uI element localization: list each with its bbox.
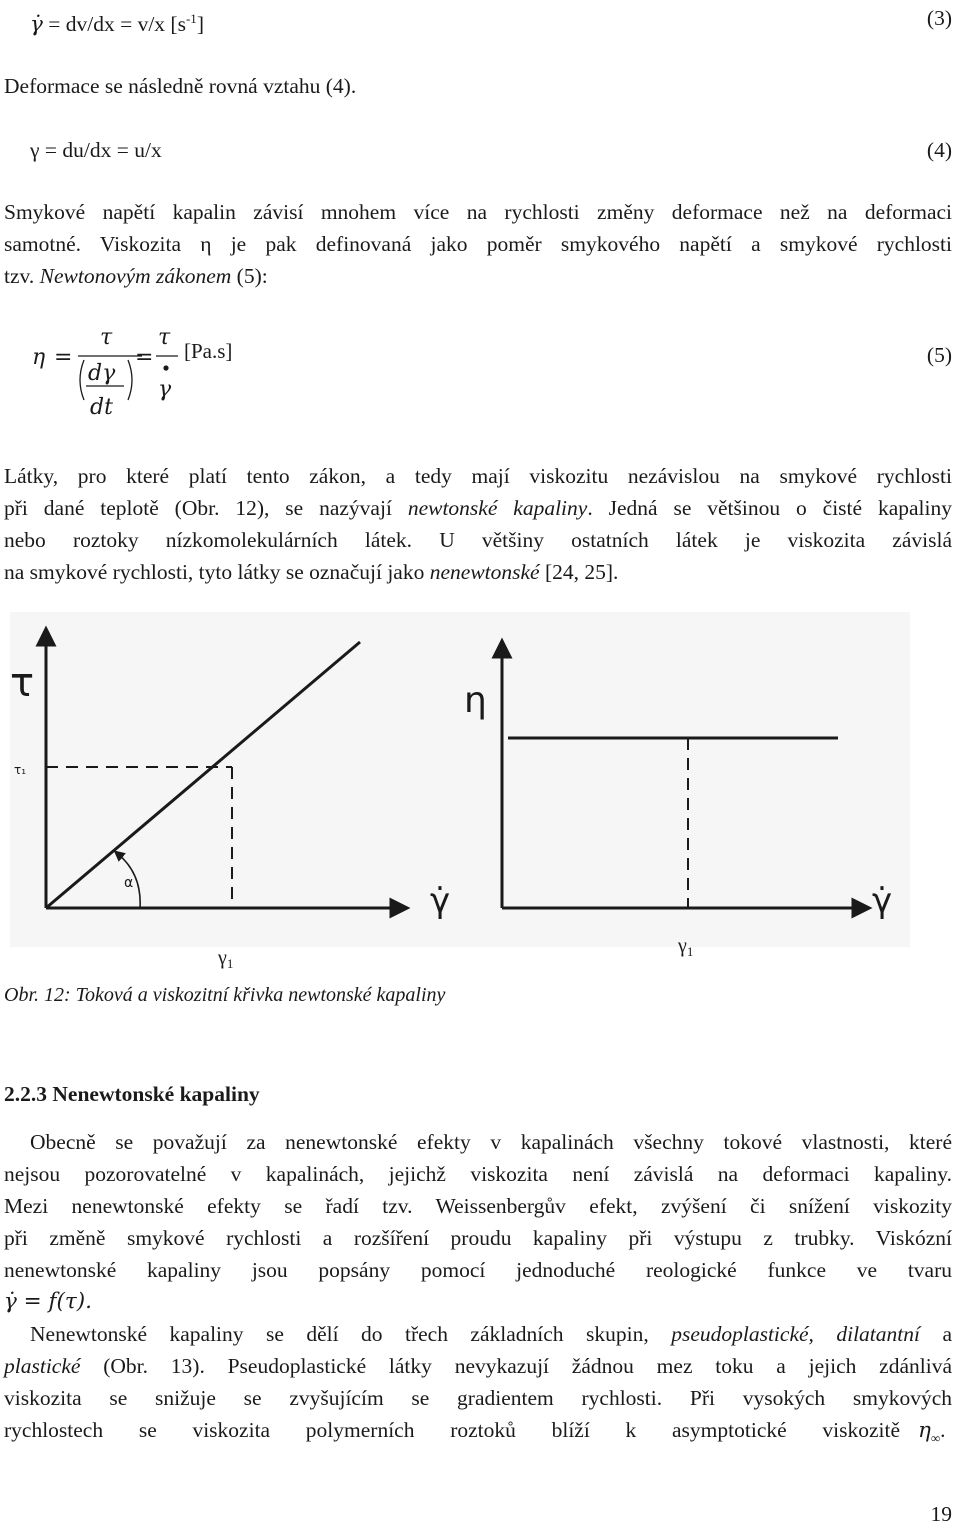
paren-right bbox=[128, 360, 132, 400]
paragraph-2-line-2: samotné. Viskozita η je pak definovaná jako poměr smykového napětí a smykové rychlosti bbox=[4, 232, 952, 256]
eq5-tau-1: τ bbox=[100, 325, 113, 350]
figure-background bbox=[10, 612, 910, 947]
groups-term: pseudoplastické, dilatantní bbox=[671, 1322, 920, 1346]
paragraph-4-line-3: Mezi nenewtonské efekty se řadí tzv. Weissenbergův efekt, zvýšení či snížení viskozity bbox=[4, 1194, 952, 1218]
gamma1-right-sub: 1 bbox=[686, 944, 694, 959]
p3-l2-a: při dané teplotě (Obr. 12), se nazývají bbox=[4, 496, 408, 520]
paragraph-5-line-3: viskozita se snižuje se zvyšujícím se gradientem rychlosti. Při vysokých smykových bbox=[4, 1386, 952, 1410]
equation-3 bbox=[4, 3, 952, 41]
p5-l2-b: (Obr. 13). Pseudoplastické látky nevykazují žádnou mez toku a jejich zdánlivá bbox=[80, 1354, 952, 1378]
paragraph-4-line-4: při změně smykové rychlosti a rozšíření proudu kapaliny při výstupu z trubky. Viskózní bbox=[4, 1226, 952, 1250]
paragraph-3-line-4 bbox=[4, 556, 952, 588]
newton-law-term: Newtonovým zákonem bbox=[39, 264, 232, 288]
nonnewtonian-term: nenewtonské bbox=[429, 560, 540, 584]
gamma1-right-g: γ bbox=[678, 935, 687, 957]
figure-flow-viscosity-curves bbox=[0, 612, 960, 982]
eta-axis-label: η bbox=[464, 680, 487, 721]
plastic-term: plastické bbox=[4, 1354, 81, 1378]
paragraph-2-line-3 bbox=[4, 260, 952, 292]
gamma1-left-sub: 1 bbox=[226, 956, 234, 971]
eq5-unit: [Pa.s] bbox=[184, 339, 233, 363]
paragraph-3-line-2 bbox=[4, 492, 952, 524]
gamma1-tick-left bbox=[217, 947, 233, 971]
paragraph-deformation: Deformace se následně rovná vztahu (4). bbox=[4, 74, 357, 98]
figure-caption: Obr. 12: Toková a viskozitní křivka newtonské kapaliny bbox=[4, 984, 446, 1006]
paragraph-4-line-5: nenewtonské kapaliny jsou popsány pomocí jednoduché reologické funkce ve tvaru bbox=[4, 1258, 952, 1282]
eq5-dt: dt bbox=[90, 395, 113, 420]
paragraph-4-line-2: nejsou pozorovatelné v kapalinách, jejichž viskozita není závislá na deformaci kapaliny. bbox=[4, 1162, 952, 1186]
dot-above-gamma bbox=[163, 365, 168, 370]
shear-rate-label-left: γ̇ bbox=[430, 881, 451, 921]
paragraph-4-line-1: Obecně se považují za nenewtonské efekty v kapalinách všechny tokové vlastnosti, které bbox=[30, 1130, 952, 1154]
p5-l1-c: a bbox=[919, 1322, 952, 1346]
tau1-tick-label: τ₁ bbox=[14, 763, 27, 777]
equation-5 bbox=[20, 320, 320, 430]
p3-l4-c: [24, 25]. bbox=[539, 560, 619, 584]
p3-l2-c: . Jedná se většinou o čisté kapaliny bbox=[587, 496, 953, 520]
equation-3-close: ] bbox=[196, 12, 204, 37]
paragraph-5-line-1 bbox=[30, 1318, 952, 1350]
paragraph-4-line-6: γ̇ = f(τ). bbox=[4, 1289, 92, 1314]
newtonian-liquids-term: newtonské kapaliny bbox=[407, 496, 588, 520]
eq5-gamma: γ bbox=[158, 377, 172, 402]
eta-symbol: η bbox=[918, 1418, 931, 1443]
alpha-label: α bbox=[124, 875, 134, 891]
paragraph-3-line-3: nebo roztoky nízkomolekulárních látek. U většiny ostatních látek je viskozita závislá bbox=[4, 528, 952, 552]
equation-4: γ = du/dx = u/x bbox=[30, 138, 162, 162]
paren-left bbox=[80, 360, 84, 400]
paragraph-5-line-2 bbox=[4, 1350, 952, 1382]
eq5-tau-2: τ bbox=[158, 325, 171, 350]
p3-l4-a: na smykové rychlosti, tyto látky se označují jako bbox=[4, 560, 430, 584]
p5-l1-a: Nenewtonské kapaliny se dělí do třech základních skupin, bbox=[30, 1322, 672, 1346]
section-heading: 2.2.3 Nenewtonské kapaliny bbox=[4, 1082, 260, 1106]
gamma-dot-symbol: γ̇ bbox=[30, 12, 43, 38]
p2-l3-a: tzv. bbox=[4, 264, 40, 288]
infinity-subscript: ∞ bbox=[930, 1430, 941, 1446]
p5-l4-end: . bbox=[940, 1418, 946, 1442]
equation-3-number: (3) bbox=[926, 6, 952, 30]
tau-axis-label: τ bbox=[10, 660, 35, 706]
p2-l3-c: (5): bbox=[231, 264, 268, 288]
eta-infinity bbox=[918, 1414, 946, 1454]
eq5-eta: η bbox=[32, 345, 46, 370]
eq5-eq-1: = bbox=[54, 345, 73, 370]
paragraph-5-line-4: rychlostech se viskozita polymerních roztoků blíží k asymptotické viskozitě bbox=[4, 1418, 900, 1442]
eq5-dgamma: dγ bbox=[88, 361, 116, 386]
paragraph-2-line-1: Smykové napětí kapalin závisí mnohem více na rychlosti změny deformace než na deformaci bbox=[4, 200, 952, 224]
equation-3-exponent: -1 bbox=[185, 11, 197, 26]
equation-4-number: (4) bbox=[926, 138, 952, 162]
equation-3-body: = dv/dx = v/x [s bbox=[42, 12, 186, 37]
shear-rate-label-right: γ̇ bbox=[872, 881, 893, 921]
equation-5-number: (5) bbox=[926, 343, 952, 367]
gamma1-left-g: γ bbox=[218, 947, 227, 969]
paragraph-3-line-1: Látky, pro které platí tento zákon, a tedy mají viskozitu nezávislou na smykové rychlosti bbox=[4, 464, 952, 488]
page-number: 19 bbox=[930, 1502, 952, 1526]
eq5-eq-2: = bbox=[135, 345, 154, 370]
